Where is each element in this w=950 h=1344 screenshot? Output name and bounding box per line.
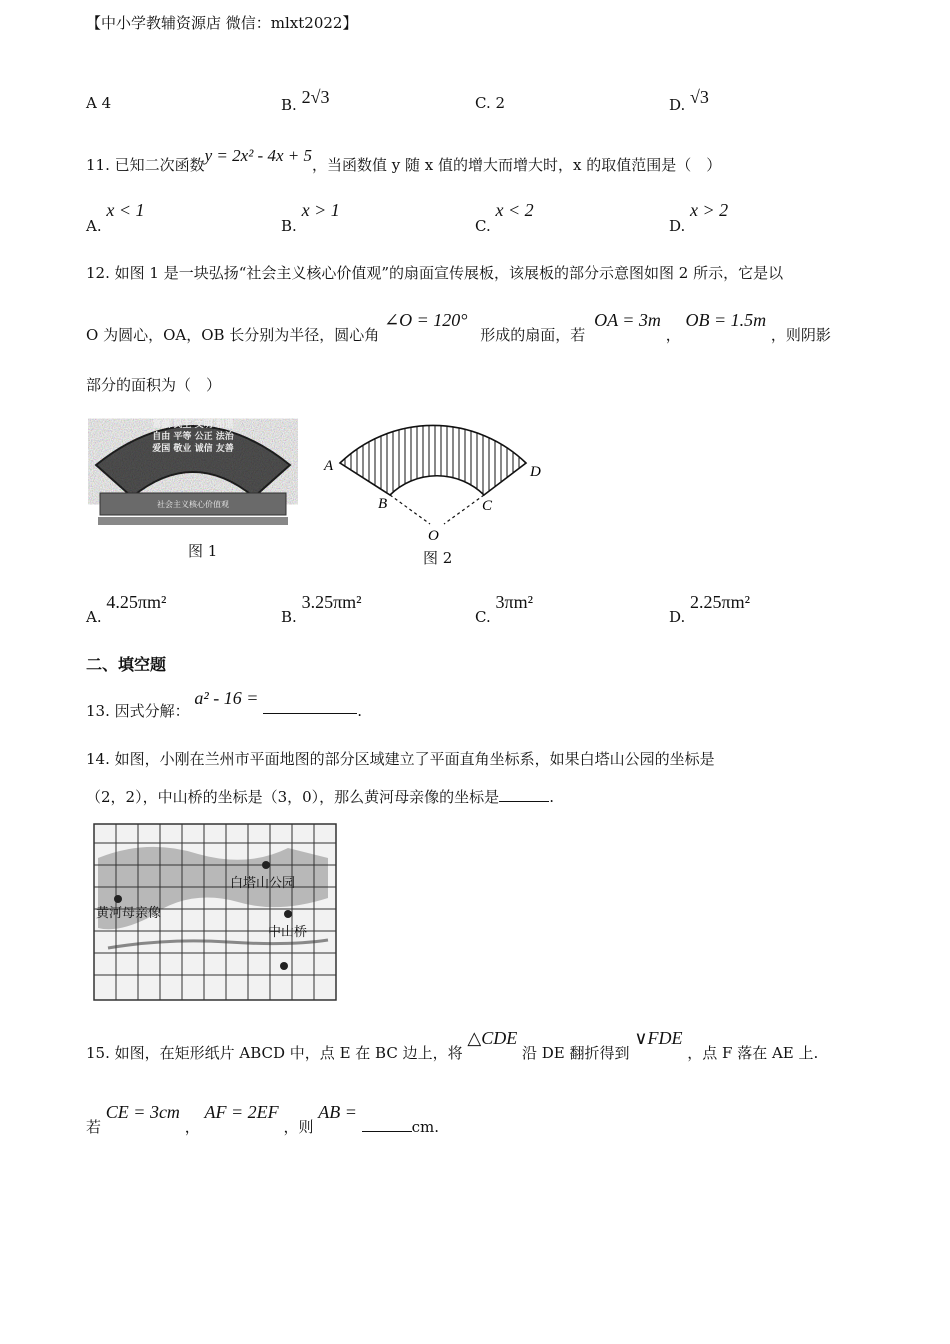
q11-prefix: 11. 已知二次函数 [86, 156, 205, 174]
fan-board-text-2: 自由 平等 公正 法治 [152, 432, 234, 442]
option-letter: D. [669, 217, 686, 235]
q12-line1: 12. 如图 1 是一块弘扬“社会主义核心价值观”的扇面宣传展板，该展板的部分示意图如图 2 所示，它是以 [86, 264, 784, 282]
option-letter: A. [86, 608, 102, 626]
q14-text: （2，2），中山桥的坐标是（3，0），那么黄河母亲像的坐标是 [86, 788, 500, 806]
q12-ob: OB = 1.5m [685, 310, 767, 330]
option-value: x > 1 [301, 200, 340, 220]
q11-formula: y = 2x² - 4x + 5 [204, 146, 312, 165]
q12-option-b[interactable] [281, 592, 362, 626]
q15-text: ，则 [283, 1118, 314, 1136]
option-letter: C. [475, 217, 491, 235]
q10-option-a[interactable] [86, 94, 111, 112]
q14-answer-blank[interactable] [499, 787, 549, 802]
option-value: 4 [101, 94, 112, 112]
point-label-o: O [428, 528, 439, 544]
q13-answer-blank[interactable] [263, 699, 357, 714]
option-value: x < 2 [495, 200, 534, 220]
map-label-zhongshan: 中山桥 [268, 925, 308, 940]
page-header: 【中小学教辅资源店 微信：mlxt2022】 [86, 14, 358, 32]
option-value: 3πm² [495, 592, 533, 612]
q14-line2 [86, 786, 554, 807]
q15-text: ，点 F 落在 AE 上. [687, 1044, 819, 1062]
q15-ab: AB = [318, 1102, 357, 1122]
q12-text: 形成的扇面，若 [480, 326, 586, 344]
point-label-c: C [482, 498, 493, 514]
q15-triangle-fde: ∨FDE [634, 1028, 683, 1048]
option-letter: C. [475, 608, 491, 626]
q11-option-a[interactable] [86, 200, 145, 235]
map-point-zhongshan [284, 910, 292, 918]
fan-board-ground [98, 517, 288, 525]
option-letter: B. [281, 217, 297, 235]
option-value: x > 2 [690, 200, 729, 220]
q15-line1 [86, 1028, 819, 1062]
q12-line2 [86, 310, 876, 344]
q15-text: 若 [86, 1118, 102, 1136]
q12-line3: 部分的面积为（ ） [86, 376, 222, 394]
q15-af: AF = 2EF [204, 1102, 279, 1122]
point-label-d: D [530, 464, 541, 480]
shaded-sector-region [340, 425, 526, 495]
point-label-a: A [324, 458, 334, 474]
option-value: 3.25πm² [301, 592, 362, 612]
map-label-huanghe: 黄河母亲像 [96, 906, 162, 921]
q13-prefix: 13. 因式分解： [86, 702, 190, 720]
option-letter: A. [86, 217, 102, 235]
option-letter: D. [669, 608, 686, 626]
q15-ce: CE = 3cm [105, 1102, 180, 1122]
fan-board-text-3: 爱国 敬业 诚信 友善 [152, 444, 234, 454]
q11-option-b[interactable] [281, 200, 340, 235]
q15-line2 [86, 1102, 440, 1136]
map-point-baita [262, 861, 270, 869]
q14-line1: 14. 如图，小刚在兰州市平面地图的部分区域建立了平面直角坐标系，如果白塔山公园的坐标是 [86, 750, 715, 768]
fan-board-base-text: 社会主义核心价值观 [157, 500, 229, 509]
option-value: 2.25πm² [690, 592, 751, 612]
q13-suffix: . [357, 702, 363, 720]
section-title: 二、填空题 [86, 655, 167, 674]
q11-stem [86, 146, 722, 175]
q12-sep: ， [665, 326, 681, 344]
map-label-baita: 白塔山公园 [230, 876, 296, 891]
map-point-huanghe [114, 895, 122, 903]
q12-angle: ∠O = 120° [384, 310, 468, 330]
q15-text: 15. 如图，在矩形纸片 ABCD 中，点 E 在 BC 边上，将 [86, 1044, 463, 1062]
option-letter: A [86, 94, 97, 112]
q12-option-c[interactable] [475, 592, 533, 626]
option-letter: B. [281, 608, 297, 626]
q10-option-b[interactable] [281, 87, 330, 114]
q12-oa: OA = 3m [594, 310, 661, 330]
map-point-extra [280, 962, 288, 970]
option-value: 2√3 [301, 87, 330, 107]
q10-option-c[interactable] [475, 94, 505, 112]
option-letter: D. [669, 96, 686, 114]
q13-stem [86, 688, 363, 720]
radius-oc-dashed [444, 495, 484, 524]
q11-option-c[interactable] [475, 200, 534, 235]
q12-option-a[interactable] [86, 592, 167, 626]
q14-end: . [549, 788, 554, 806]
fan-board-text-1: 富强 民主 文明 和谐 [152, 420, 234, 430]
figure-1-caption: 图 1 [188, 542, 218, 560]
option-letter: C. 2 [475, 94, 506, 112]
q10-option-d[interactable] [669, 87, 709, 114]
option-value: x < 1 [106, 200, 145, 220]
q15-text: 沿 DE 翻折得到 [522, 1044, 630, 1062]
q12-figure-2 [318, 400, 558, 550]
q12-text: ，则阴影 [770, 326, 831, 344]
option-value: 4.25πm² [106, 592, 167, 612]
option-letter: B. [281, 96, 297, 114]
q13-formula: a² - 16 = [194, 688, 259, 708]
q12-text: O 为圆心，OA，OB 长分别为半径，圆心角 [86, 326, 380, 344]
q14-map-figure [88, 818, 340, 1004]
option-value: √3 [690, 87, 709, 107]
figure-2-caption: 图 2 [423, 549, 453, 567]
q12-option-d[interactable] [669, 592, 751, 626]
q15-sep: ， [184, 1118, 200, 1136]
q15-answer-blank[interactable] [362, 1117, 412, 1132]
point-label-b: B [378, 496, 388, 512]
radius-ob-dashed [390, 495, 430, 524]
q15-triangle-cde: △CDE [467, 1028, 518, 1048]
q11-option-d[interactable] [669, 200, 729, 235]
q11-suffix: ，当函数值 y 随 x 值的增大而增大时，x 的取值范围是（ ） [311, 156, 722, 174]
q15-unit: cm. [411, 1118, 440, 1136]
